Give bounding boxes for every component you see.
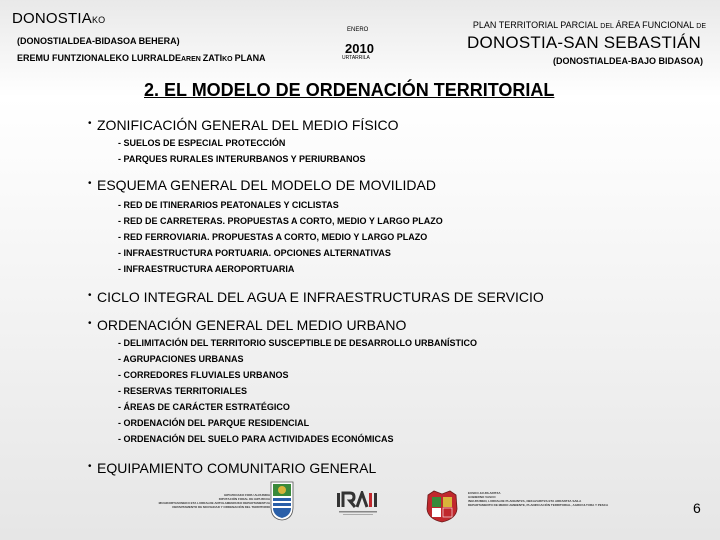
list-item: - RESERVAS TERRITORIALES [118, 386, 248, 396]
footer-right-logo-text [468, 491, 668, 507]
bullet-icon: • [88, 461, 92, 472]
plan-line-part3: ÁREA FUNCIONAL [615, 20, 697, 30]
page-title: 2. EL MODELO DE ORDENACIÓN TERRITORIAL [144, 80, 555, 100]
list-item: - AGRUPACIONES URBANAS [118, 354, 244, 364]
section-equipamiento [88, 459, 376, 478]
footer-right-line: DEPARTAMENTO DE MEDIO AMBIENTE, PLANIFICACIÓN TERRITORIAL, AGRICULTURA Y PESCA [468, 503, 609, 507]
list-item: - DELIMITACIÓN DEL TERRITORIO SUSCEPTIBLE DE DESARROLLO URBANÍSTICO [118, 338, 478, 348]
bullet-icon: • [88, 318, 92, 329]
list-item: - ORDENACIÓN DEL PARQUE RESIDENCIAL [118, 418, 310, 428]
list-item: - PARQUES RURALES INTERURBANOS Y PERIURBANOS [118, 154, 366, 164]
plan-name-part5: PLANA [234, 53, 266, 63]
left-title-text: DONOSTIA [12, 10, 92, 27]
footer-right-line: GOBIERNO VASCO [468, 495, 496, 499]
list-item: - RED DE CARRETERAS. PROPUESTAS A CORTO, MEDIO Y LARGO PLAZO [118, 216, 443, 226]
footer-left-line: GIPUZKOAKO FORU ALDUNDIA [223, 493, 270, 497]
header-right-plan [473, 20, 706, 30]
plan-line-part1: PLAN TERRITORIAL PARCIAL [472, 20, 601, 30]
plan-name-part1: EREMU FUNTZIONALEKO LURRALDE [17, 53, 181, 63]
section-items-movilidad [118, 197, 443, 277]
footer-right-line: INGURUMEN, LURRALDE PLANGINTZA, NEKAZARITZA ETA ARRANTZA SAILA [468, 499, 582, 503]
bullet-icon: • [88, 290, 92, 301]
bullet-icon: • [88, 178, 92, 189]
section-medio-urbano [88, 316, 406, 335]
plan-line-part2: DEL [600, 23, 616, 30]
section-title: CICLO INTEGRAL DEL AGUA E INFRAESTRUCTURAS DE SERVICIO [97, 289, 544, 305]
header-right-city: DONOSTIA-SAN SEBASTIÁN [467, 33, 701, 52]
section-items-zonificacion [118, 135, 366, 167]
list-item: - CORREDORES FLUVIALES URBANOS [118, 370, 289, 380]
header-right-area: (DONOSTIALDEA-BAJO BIDASOA) [553, 56, 703, 66]
header-left-subtitle: (DONOSTIALDEA-BIDASOA BEHERA) [17, 36, 180, 46]
footer-right-line: EUSKO JAURLARITZA [468, 491, 501, 495]
list-item: - SUELOS DE ESPECIAL PROTECCIÓN [118, 138, 286, 148]
section-movilidad [88, 176, 436, 195]
section-title: ESQUEMA GENERAL DEL MODELO DE MOVILIDAD [97, 177, 436, 193]
footer-left-line: MUGIKORTASUNEKO ETA LURRALDE ANTOLAMENDUKO DEPARTAMENTUA [158, 501, 270, 505]
bullet-icon: • [88, 118, 92, 129]
iraule-logo-icon [337, 491, 379, 519]
page-number: 6 [693, 500, 701, 516]
plan-name-part3: ZATI [202, 53, 223, 63]
list-item: - INFRAESTRUCTURA AEROPORTUARIA [118, 264, 295, 274]
section-agua [88, 288, 544, 307]
list-item: - ÁREAS DE CARÁCTER ESTRATÉGICO [118, 402, 290, 412]
section-zonificacion [88, 116, 399, 135]
list-item: - INFRAESTRUCTURA PORTUARIA. OPCIONES ALTERNATIVAS [118, 248, 391, 258]
list-item: - RED DE ITINERARIOS PEATONALES Y CICLISTAS [118, 200, 339, 210]
footer-left-line: DEPARTAMENTO DE MOVILIDAD Y ORDENACIÓN DEL TERRITORIO [172, 505, 270, 509]
plan-line-part4: DE [696, 23, 706, 30]
header-year: 2010 [345, 41, 374, 56]
section-items-medio-urbano [118, 335, 477, 447]
header-month: ENERO [347, 27, 369, 33]
list-item: - RED FERROVIARIA. PROPUESTAS A CORTO, MEDIO Y LARGO PLAZO [118, 232, 428, 242]
section-title: ZONIFICACIÓN GENERAL DEL MEDIO FÍSICO [97, 117, 399, 133]
list-item: - ORDENACIÓN DEL SUELO PARA ACTIVIDADES ECONÓMICAS [118, 434, 394, 444]
header-left-plan-name [17, 53, 266, 63]
plan-name-part4: KO [222, 56, 235, 63]
left-title-suffix: KO [91, 15, 106, 25]
header-month-basque: URTARRILA [342, 55, 370, 61]
section-title: ORDENACIÓN GENERAL DEL MEDIO URBANO [97, 317, 407, 333]
plan-name-part2: AREN [181, 56, 203, 63]
gobierno-vasco-shield-icon [424, 489, 460, 523]
footer-left-line: DIPUTACIÓN FORAL DE GIPUZKOA [218, 497, 270, 501]
gipuzkoa-shield-icon [270, 481, 294, 521]
section-title: EQUIPAMIENTO COMUNITARIO GENERAL [97, 460, 377, 476]
footer-left-logo-text [112, 493, 270, 509]
header-left-title [12, 10, 105, 27]
